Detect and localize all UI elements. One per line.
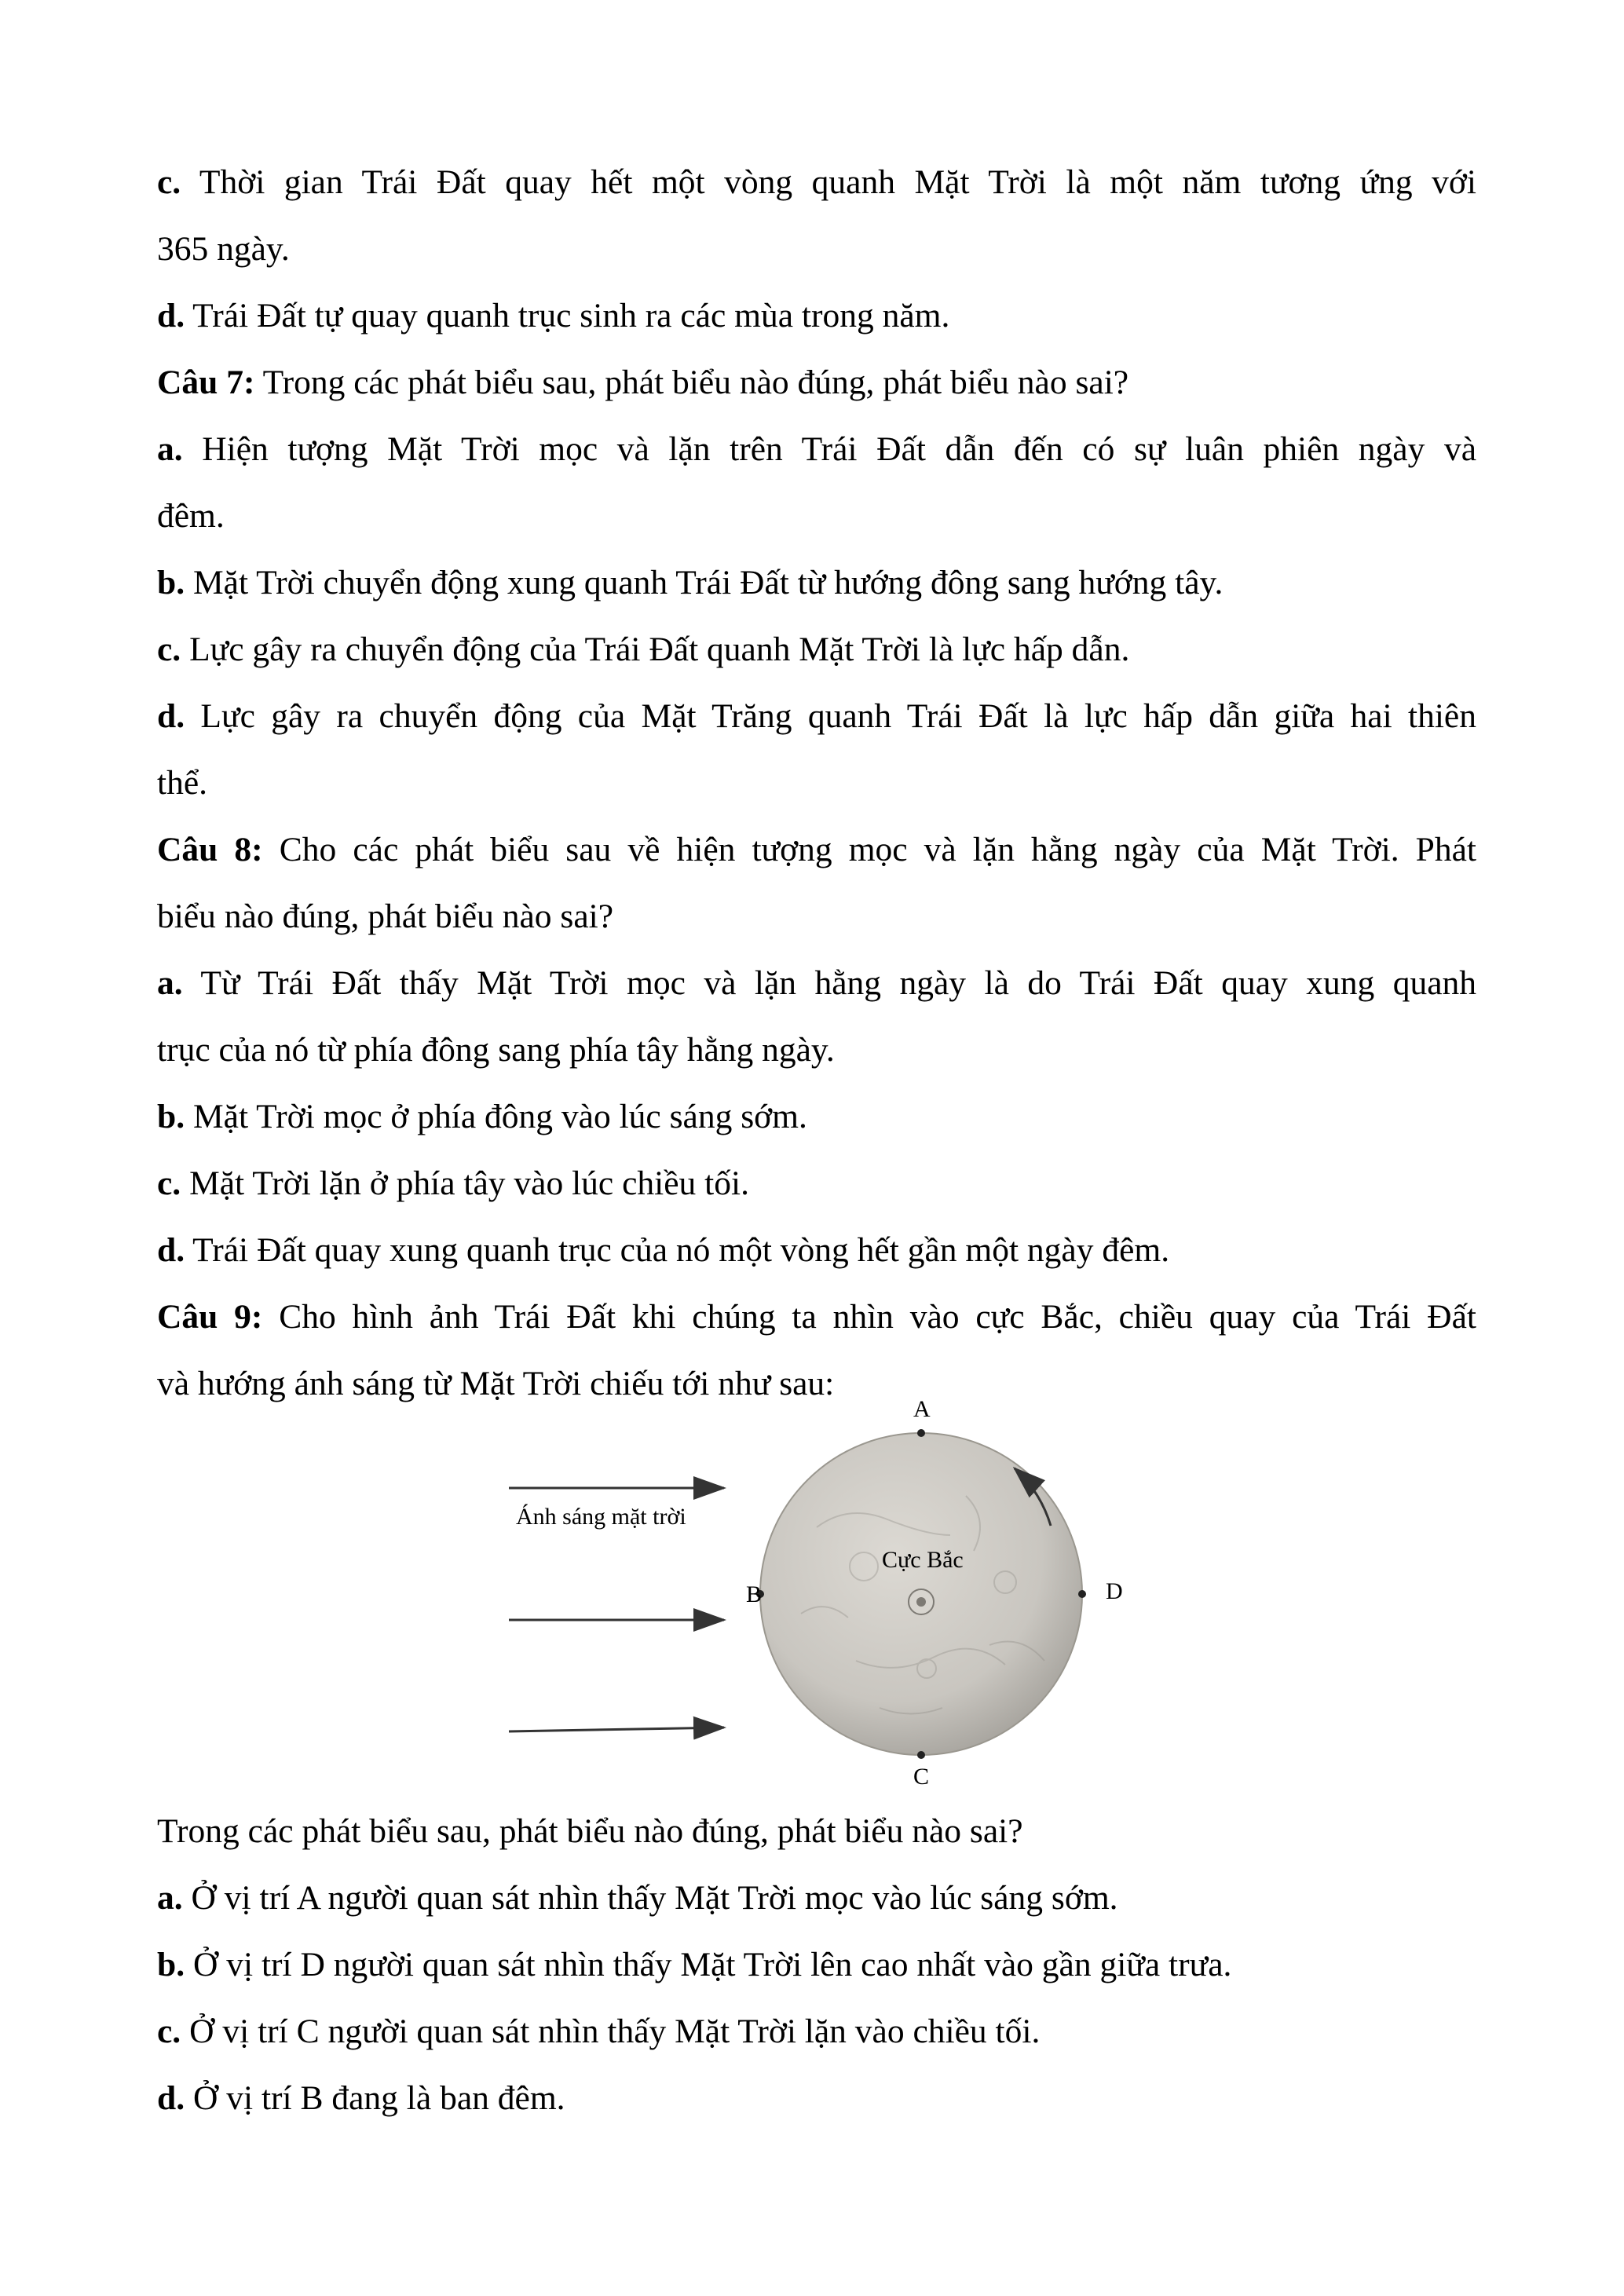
q9-heading-line1: Câu 9: Cho hình ảnh Trái Đất khi chúng ta nhìn vào cực Bắc, chiều quay của Trái Đất [157, 1298, 1476, 1336]
prev-d: d. Trái Đất tự quay quanh trục sinh ra các mùa trong năm. [157, 297, 950, 335]
q7-c: c. Lực gây ra chuyển động của Trái Đất quanh Mặt Trời là lực hấp dẫn. [157, 631, 1130, 668]
pole-label: Cực Bắc [882, 1547, 964, 1573]
q9-heading-line2: và hướng ánh sáng từ Mặt Trời chiếu tới như sau: [157, 1365, 835, 1402]
light-label: Ánh sáng mặt trời [516, 1504, 686, 1530]
q9-prompt: Trong các phát biểu sau, phát biểu nào đúng, phát biểu nào sai? [157, 1812, 1023, 1850]
point-a-label: A [913, 1396, 931, 1422]
q9-d: d. Ở vị trí B đang là ban đêm. [157, 2079, 565, 2117]
earth-diagram [487, 1409, 1147, 1794]
q7-d-line2: thể. [157, 764, 208, 802]
q9-c: c. Ở vị trí C người quan sát nhìn thấy Mặt Trời lặn vào chiều tối. [157, 2013, 1041, 2050]
q8-heading-line2: biểu nào đúng, phát biểu nào sai? [157, 898, 614, 935]
earth-rotation-figure [487, 1396, 1147, 1794]
q7-a-line1: a. Hiện tượng Mặt Trời mọc và lặn trên Trái Đất dẫn đến có sự luân phiên ngày và [157, 430, 1477, 468]
q7-d-line1: d. Lực gây ra chuyển động của Mặt Trăng quanh Trái Đất là lực hấp dẫn giữa hai thiên [157, 697, 1476, 735]
q8-c: c. Mặt Trời lặn ở phía tây vào lúc chiều tối. [157, 1164, 749, 1202]
text-block-upper [157, 149, 1476, 1417]
q7-heading: Câu 7: Trong các phát biểu sau, phát biểu nào đúng, phát biểu nào sai? [157, 364, 1129, 401]
point-b-label: B [746, 1581, 763, 1607]
q7-b: b. Mặt Trời chuyển động xung quanh Trái Đất từ hướng đông sang hướng tây. [157, 564, 1223, 601]
point-d-dot [1078, 1590, 1086, 1598]
point-c-label: C [913, 1764, 930, 1790]
q8-a-line1: a. Từ Trái Đất thấy Mặt Trời mọc và lặn hằng ngày là do Trái Đất quay xung quanh [157, 964, 1477, 1002]
q8-d: d. Trái Đất quay xung quanh trục của nó một vòng hết gần một ngày đêm. [157, 1231, 1170, 1269]
light-ray-bottom [509, 1727, 724, 1731]
q7-a-line2: đêm. [157, 497, 225, 535]
prev-c-line1: c. Thời gian Trái Đất quay hết một vòng quanh Mặt Trời là một năm tương ứng với [157, 163, 1476, 201]
point-d-label: D [1106, 1578, 1123, 1604]
prev-c-line2: 365 ngày. [157, 230, 290, 268]
q8-b: b. Mặt Trời mọc ở phía đông vào lúc sáng sớm. [157, 1098, 807, 1135]
q9-b: b. Ở vị trí D người quan sát nhìn thấy Mặt Trời lên cao nhất vào gần giữa trưa. [157, 1946, 1232, 1983]
text-block-lower [157, 1798, 1476, 2132]
point-c-dot [917, 1751, 925, 1759]
q8-a-line2: trục của nó từ phía đông sang phía tây hằng ngày. [157, 1031, 835, 1069]
point-a-dot [917, 1429, 925, 1437]
q9-a: a. Ở vị trí A người quan sát nhìn thấy Mặt Trời mọc vào lúc sáng sớm. [157, 1879, 1118, 1917]
q8-heading-line1: Câu 8: Cho các phát biểu sau về hiện tượng mọc và lặn hằng ngày của Mặt Trời. Phát [157, 831, 1476, 868]
